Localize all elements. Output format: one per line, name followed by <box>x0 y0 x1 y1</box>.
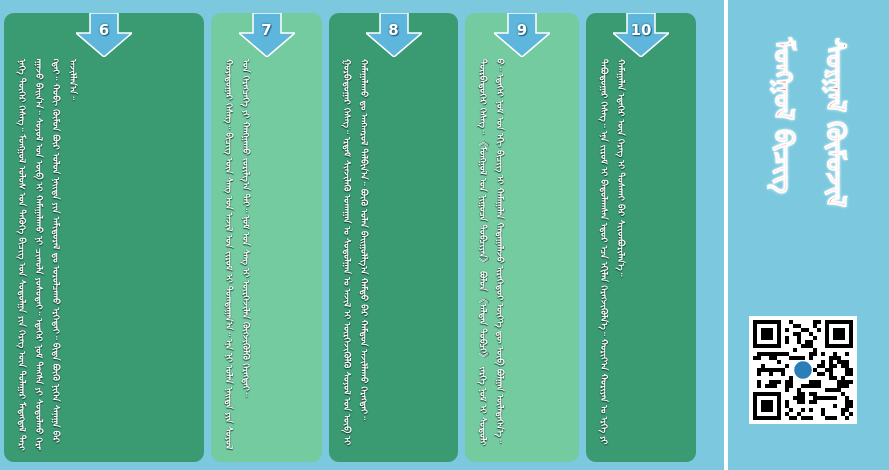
title-line-1: ᠮᠣᠩᠭᠣᠯ ᠪᠢᠴᠢᠭ <box>768 38 798 194</box>
panel-8 <box>329 13 458 462</box>
step-number: 7 <box>261 21 272 39</box>
sidebar <box>728 0 889 470</box>
panel-text-area <box>473 59 571 452</box>
panel-7 <box>211 13 322 462</box>
panel-text-area <box>12 59 196 452</box>
step-arrow-icon <box>613 13 669 57</box>
panel-text: ᠳᠥᠷᠪᠡᠳᠦᠭᠡᠷ ᠬᠡᠰᠡᠭ᠃ 《ᠮᠣᠩᠭᠣᠯ ᠤᠨ ᠨᠢᠭᠤᠴᠠ ᠲᠣᠪᠴᠢᠶᠠᠨ》 ᠪᠣᠯᠣᠨ 《ᠠᠯᠲᠠᠨ ᠲᠣᠪᠴᠢ》 ᠵᠡᠷᠭᠡ ᠨᠣᠮ ᠢ ᠰᠤᠳᠤᠯᠬᠤ᠃ ᠡᠳᠡᠭᠡᠷ ᠨᠣᠮ ᠤᠨ ᠡᠬᠢ ᠪᠢᠴᠢᠭ ᠢ ᠬᠠᠮᠠᠭᠠᠯᠠᠨ ᠬᠠᠳᠠᠭᠠᠯᠠᠵᠤ ᠢᠷᠡᠭᠡᠳᠦᠢ ᠦᠶ᠎ᠡ ᠳᠦ ᠥᠪ ᠪᠣᠯᠭᠠᠨ ᠦᠯᠡᠳᠡᠭᠡᠨ᠎ᠡ᠃ <box>477 59 504 445</box>
panel-text: ᠲᠠᠪᠤᠳᠤᠭᠠᠷ ᠬᠡᠰᠡᠭ᠃ ᠡᠨᠡ ᠵᠢᠷᠤᠮ ᠢ ᠪᠠᠲᠤᠯᠠᠭᠰᠠᠨ ᠡᠳᠦᠷ ᠡᠴᠡ ᠡᠬᠢᠯᠡᠨ ᠬᠡᠷᠡᠭᠵᠢᠭᠦᠯᠨ᠎ᠡ᠃ ᠬᠣᠷᠢᠶ᠎ᠠ ᠬᠣᠷᠢᠶᠠᠨ ᠤ ᠡᠷᠬᠡ ᠶᠢ ᠬᠠᠮᠠᠭᠠᠯᠠᠨ ᠡᠳᠡᠭᠡᠷ ᠦᠨ ᠬᠡᠷᠡᠭ ᠢ ᠲᠤᠰᠬᠠᠢ ᠪᠡᠷ ᠰᠢᠢᠳᠪᠦᠷᠢᠯᠡᠨ᠎ᠡ᠃ <box>598 59 625 445</box>
step-arrow-icon <box>239 13 295 57</box>
panel-text-area <box>594 59 688 452</box>
panel-text: ᠭᠤᠷᠪᠠᠳᠤᠭᠠᠷ ᠬᠡᠰᠡᠭ᠃ ᠡᠷᠳᠡᠮ ᠰᠢᠨᠵᠢᠯᠡᠬᠦ ᠤᠬᠠᠭᠠᠨ ᠤ ᠰᠤᠳᠤᠯᠭᠠᠨ ᠤ ᠠᠵᠢᠯ ᠢ ᠥᠷᠭᠡᠵᠢᠭᠦᠯᠬᠦ ᠰᠣᠶᠣᠯ ᠤᠨ ᠥᠪ ᠢ ᠬᠠᠮᠠᠭᠠᠯᠠᠬᠤ ᠳᠤ ᠠᠩᠬᠠᠷᠤᠯ ᠲᠠᠯᠪᠢᠨ᠎ᠠ᠃ ᠪᠦᠬᠦ ᠣᠯᠠᠨ ᠪᠠᠢᠭᠤᠯᠯᠭ᠎ᠠ ᠬᠠᠮᠲᠤ ᠪᠡᠷ ᠬᠠᠮᠳᠤᠨ ᠠᠵᠢᠯᠯᠠᠬᠤ ᠬᠡᠷᠡᠭᠲᠡᠢ᠃ <box>341 59 368 446</box>
step-arrow-icon <box>76 13 132 57</box>
step-number: 9 <box>516 21 528 39</box>
panel-text-area <box>219 59 314 452</box>
qr-code-icon[interactable] <box>749 316 857 424</box>
panel-text: ᠨᠡᠭᠡ ᠳᠦᠭᠡᠷ ᠬᠡᠰᠡᠭ᠃ ᠮᠣᠩᠭᠣᠯ ᠤᠯᠤᠰ ᠤᠨ ᠲᠡᠭᠦᠬᠡ ᠪᠢᠴᠢᠭ ᠤᠨ ᠰᠤᠳᠤᠯᠭᠠ ᠶᠢᠨ ᠬᠡᠷᠡᠭ ᠦᠨ ᠲᠤᠯᠠᠭᠠᠷ ᠮᠡᠳᠡᠭᠳᠡᠯ ᠲᠠᠷᠬᠠᠭᠠᠵᠤ ᠪᠠᠢᠨ᠎ᠠ᠃ ᠰᠣᠶᠣᠯ ᠤᠨ ᠥᠪ ᠢ ᠬᠠᠮᠠᠭᠠᠯᠠᠬᠤ ᠨᠢ ᠴᠢᠬᠤᠯᠠ ᠶᠣᠰᠣᠲᠠᠢ᠃ ᠡᠳᠡᠭᠡᠷ ᠨᠣᠮ ᠳᠠᠩᠰᠠ ᠶᠢ ᠰᠤᠳᠤᠯᠬᠤ ᠬᠡᠷᠡᠭᠲᠡᠢ᠃ ᠬᠤᠪᠢ ᠬᠦᠮᠦᠨ ᠪᠦᠷ ᠣᠯᠤᠨ ᠨᠡᠢᠲᠡ ᠶᠢᠨ ᠠᠮᠢᠳᠤᠷᠠᠯ ᠳᠤ ᠣᠷᠣᠯᠴᠠᠬᠤ ᠡᠷᠬᠡᠲᠡᠢ᠃ ᠪᠢᠳᠡ ᠪᠦᠬᠦ ᠨᠢᠭᠡᠨ ᠰᠠᠨᠠᠭᠠ ᠪᠠᠷ ᠠᠵᠢᠯᠯᠠᠨ᠎ᠠ᠃ <box>16 59 77 450</box>
panel-6 <box>4 13 204 462</box>
sidebar-title <box>754 38 864 300</box>
step-number: 10 <box>630 21 652 39</box>
step-number: 6 <box>98 21 110 39</box>
title-line-2: ᠰᠤᠷᠭᠠᠯ ᠬᠦᠮᠦᠵᠢᠯ <box>820 38 850 208</box>
step-number: 8 <box>388 21 399 39</box>
step-arrow-icon <box>366 13 422 57</box>
panel-9 <box>465 13 579 462</box>
panel-10 <box>586 13 696 462</box>
panel-text: ᠬᠣᠶᠠᠳᠤᠭᠠᠷ ᠬᠡᠰᠡᠭ᠃ ᠪᠢᠴᠢᠭ ᠦᠨ ᠰᠠᠩ ᠤᠨ ᠠᠵᠢᠯ ᠤᠨ ᠵᠢᠷᠤᠮ ᠢ ᠲᠣᠭᠲᠠᠭᠠᠨ᠎ᠠ᠃ ᠡᠨᠡ ᠨᠢ ᠣᠯᠠᠨ ᠨᠡᠢᠲᠡ ᠶᠢᠨ ᠰᠣᠶᠣᠯ ᠤᠨ ᠬᠡᠷᠡᠭᠴᠡᠭᠡ ᠶᠢ ᠬᠠᠩᠭᠠᠬᠤ ᠵᠣᠷᠢᠯᠭ᠎ᠠ ᠲᠠᠢ᠃ ᠨᠣᠮ ᠤᠨ ᠰᠠᠩ ᠢ ᠦᠷᠭᠡᠵᠢᠯᠡᠨ ᠬᠥᠭᠵᠢᠭᠦᠯᠬᠦ ᠬᠡᠷᠡᠭᠲᠡᠢ᠃ <box>223 59 250 450</box>
step-arrow-icon <box>494 13 550 57</box>
panel-text-area <box>337 59 450 452</box>
